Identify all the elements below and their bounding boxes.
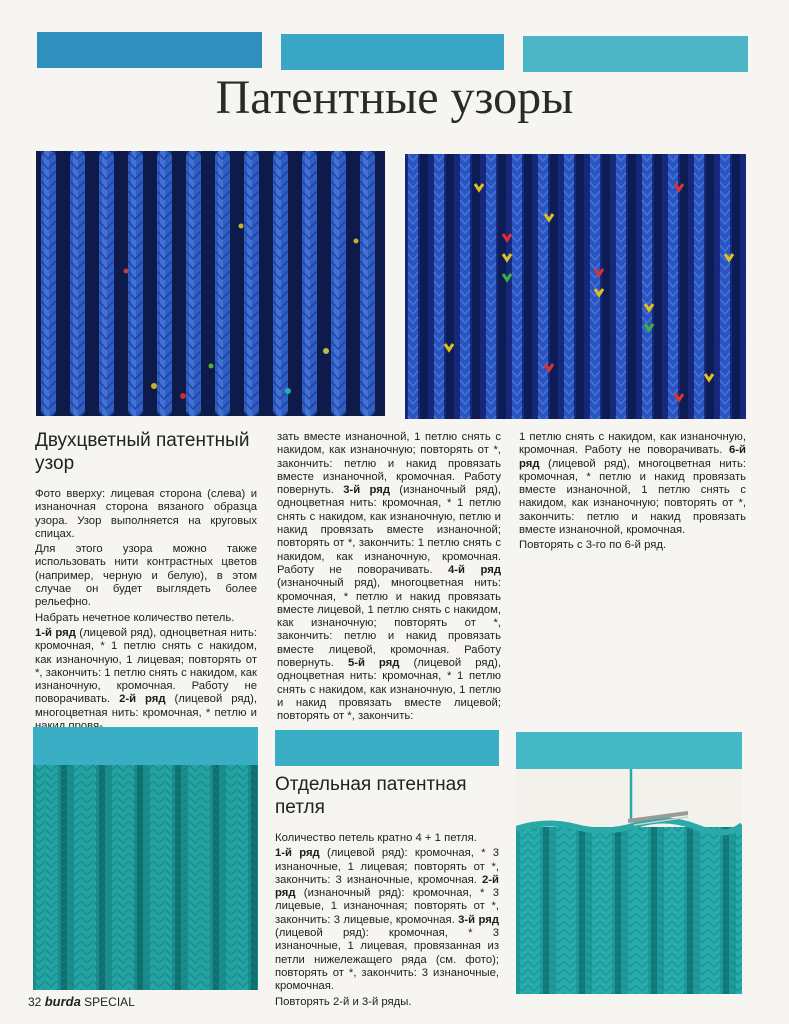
knit-photo-teal-rib <box>33 765 258 990</box>
lower-bar-middle <box>275 730 499 766</box>
rows-2-5-text <box>277 431 501 724</box>
row2-continued: зать вместе изнаночной, 1 петлю снять с накидом, как изнаночную; повторять от *, закончить: петлю и накид провязать вместе изнаночной, кромочная. Работу повернуть. <box>277 431 501 497</box>
header-bar-left <box>37 32 262 68</box>
row3-text: (изнаночный ряд), одноцветная нить: кромочная, * 1 петлю снять с накидом, как изнаночную, петлю и накид провязать вместе изнаночной; повторять от *, закончить: 1 петлю снять с накидом, как изнаночную, кромочная. Работу не поворачивать. <box>277 484 501 576</box>
section2-heading: Отдельная патентная петля <box>275 774 467 818</box>
row2-text: (лицевой ряд), многоцветная нить: кромочная, * петлю и <box>35 693 257 719</box>
header-bar-middle <box>281 34 504 70</box>
s2-row3-text: (лицевой ряд): кромочная, * 3 изнаночные, 1 лицевая, провязанная из петли нижележащего ряда (см. фото); повторять от *, закончить: 3 изнаночные, кромочная. <box>275 927 499 993</box>
knit-back-image <box>405 154 746 419</box>
section1-column-3 <box>519 431 746 555</box>
lower-bar-left <box>33 727 258 765</box>
section2-column <box>275 832 499 1011</box>
knit-photo-front <box>36 151 385 416</box>
row6-text: (лицевой ряд), многоцветная нить: кромочная, * петлю и накид провязать вместе изнаночной, 1 петлю снять с накидом, как изнаночную; повторять от *, закончить: петлю и накид провязать вместе изнаночной, кромочная. <box>519 457 746 537</box>
section1-heading: Двухцветный патентный узор <box>35 430 250 474</box>
rows-1-2-text <box>35 627 257 733</box>
section1-column-2 <box>277 431 501 726</box>
s2-row1-label: 1-й ряд <box>275 847 320 860</box>
row6-label: 6-й ряд <box>519 444 746 470</box>
row1-text: (лицевой ряд), одноцветная нить: кромочная, * 1 петлю снять с накидом, как изнаночную, 1 лицевая; повторять от *, закончить: 1 петлю снять с накидом, как изнаночную, кромочная. Работу не поворачивать. <box>35 626 257 706</box>
photo-caption: Фото вверху: лицевая сторона (слева) и изнаночная сторона вязаного образца узора. Узор выполняется на круговых спицах. <box>35 488 257 540</box>
s2-row3-label: 3-й ряд <box>458 913 499 926</box>
row5-continued: 1 петлю снять с накидом, как изнаночную, кромочная. Работу не поворачивать. <box>519 431 746 457</box>
cast-on-note: Набрать нечетное количество петель. <box>35 611 235 624</box>
magazine-edition: SPECIAL <box>84 995 135 1009</box>
row5-text: (лицевой ряд), одноцветная нить: кромочная, * 1 петлю снять с накидом, как изнаночную, 1 петлю и накид провязать вместе лицевой; повторять от *, закончить: <box>277 657 501 723</box>
s2-row2-text: (изнаночный ряд): кромочная, * 3 лицевые, 1 изнаночная; повторять от *, закончить: 3 лицевые, кромочная. <box>275 887 499 926</box>
page-title: Патентные узоры <box>215 71 574 124</box>
needle-knit-image <box>516 769 742 994</box>
teal-rib-image <box>33 765 258 990</box>
page-number: 32 <box>28 995 42 1009</box>
row2-label: 2-й ряд <box>119 693 166 706</box>
row4-label: 4-й ряд <box>448 563 501 576</box>
s2-row1-text: (лицевой ряд): кромочная, * 3 изнаночные, 1 лицевая; повторять от *, закончить: 3 изнаночные, кромочная. <box>275 847 499 886</box>
contrast-note: Для этого узора можно также использовать нити контрастных цветов (например, черную и белую), в этом случае он будет выглядеть более рельефно. <box>35 543 257 609</box>
section2-rows-text <box>275 847 499 993</box>
knit-front-image <box>36 151 385 416</box>
row5-label: 5-й ряд <box>347 657 400 670</box>
page-footer <box>28 994 135 1009</box>
repeat-instruction: Повторять с 3-го по 6-й ряд. <box>519 539 667 552</box>
row3-label: 3-й ряд <box>343 484 391 497</box>
magazine-brand: burda <box>44 994 81 1009</box>
knit-photo-needle <box>516 769 742 994</box>
rows-5-6-text <box>519 431 746 537</box>
s2-row2-label: 2-й ряд <box>275 873 499 900</box>
stitch-count: Количество петель кратно 4 + 1 петля. <box>275 832 477 844</box>
row1-label: 1-й ряд <box>35 626 76 639</box>
knit-photo-back <box>405 154 746 419</box>
section2-repeat: Повторять 2-й и 3-й ряды. <box>275 995 412 1008</box>
row4-text: (изнаночный ряд), многоцветная нить: кромочная, * петлю и накид провязать вместе лицевой, 1 петлю снять с накидом, как изнаночную; повторять от *, закончить: петлю и накид провязать вместе лицевой, кромочная. Работу повернуть. <box>277 577 501 670</box>
lower-bar-right <box>516 732 742 769</box>
section1-column-1 <box>35 488 257 735</box>
header-bar-right <box>523 36 748 72</box>
